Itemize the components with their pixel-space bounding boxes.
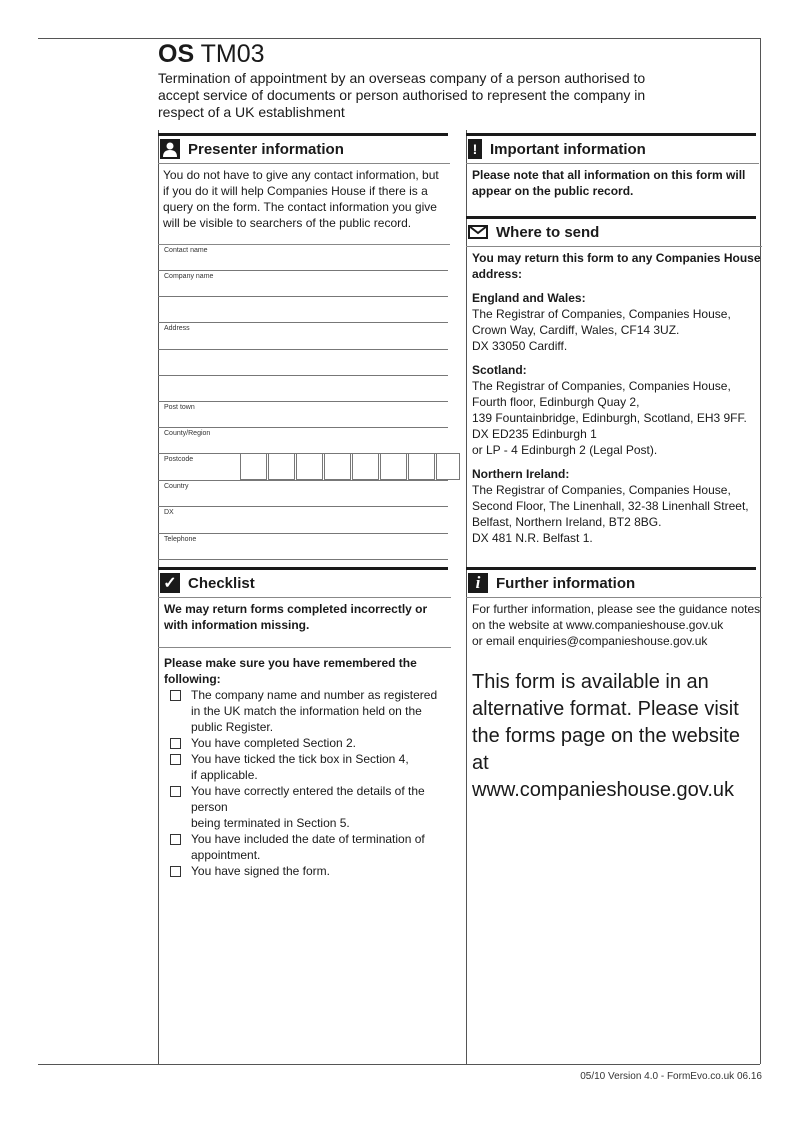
contact-name-label: Contact name xyxy=(164,247,208,254)
postcode-box[interactable] xyxy=(436,453,460,480)
checklist-item xyxy=(164,783,454,831)
presenter-heading-text: Presenter information xyxy=(188,140,344,158)
address-line: Fourth floor, Edinburgh Quay 2, xyxy=(472,395,640,409)
address-line: The Registrar of Companies, Companies House, xyxy=(472,307,731,321)
further-info-line: For further information, please see the guidance notes xyxy=(472,602,761,616)
scotland-heading: Scotland: xyxy=(472,363,527,377)
checklist-heading-text: Checklist xyxy=(188,574,255,592)
important-heading xyxy=(466,133,756,162)
post-town-label: Post town xyxy=(164,404,195,411)
england-wales-heading: England and Wales: xyxy=(472,291,586,305)
bottom-rule xyxy=(38,1064,760,1065)
postcode-box[interactable] xyxy=(296,453,323,480)
county-region-label: County/Region xyxy=(164,430,211,437)
exclamation-icon: ! xyxy=(468,139,482,159)
contact-name-field[interactable] xyxy=(158,245,448,271)
address-line: The Registrar of Companies, Companies House, xyxy=(472,483,731,497)
info-icon: i xyxy=(468,573,488,593)
further-info-body xyxy=(466,597,762,961)
dx-field[interactable] xyxy=(158,507,448,534)
checklist-item xyxy=(164,735,454,751)
address-line: DX 33050 Cardiff. xyxy=(472,339,568,353)
address-field-line3[interactable] xyxy=(158,376,448,402)
top-rule xyxy=(38,38,760,39)
address-field-line2[interactable] xyxy=(158,350,448,376)
checklist-body xyxy=(158,655,454,879)
northern-ireland-heading: Northern Ireland: xyxy=(472,467,570,481)
address-line: 139 Fountainbridge, Edinburgh, Scotland, EH3 9FF. xyxy=(472,411,747,425)
postcode-boxes[interactable] xyxy=(240,453,461,480)
postcode-box[interactable] xyxy=(240,453,267,480)
further-info-heading xyxy=(466,567,756,596)
form-header xyxy=(158,40,678,121)
checklist-item-line: if applicable. xyxy=(191,768,258,782)
checklist-item-line: in the UK match the information held on the xyxy=(191,704,422,718)
address-line: Belfast, Northern Ireland, BT2 8BG. xyxy=(472,515,662,529)
where-to-send-heading xyxy=(466,216,756,245)
country-field[interactable] xyxy=(158,481,448,507)
checkbox[interactable] xyxy=(170,866,181,877)
post-town-field[interactable] xyxy=(158,402,448,428)
address-line: DX 481 N.R. Belfast 1. xyxy=(472,531,593,545)
checklist-item xyxy=(164,751,454,783)
postcode-box[interactable] xyxy=(268,453,295,480)
checklist-item-line: You have signed the form. xyxy=(191,864,330,878)
form-number: TM03 xyxy=(200,40,265,68)
postcode-label: Postcode xyxy=(164,456,194,463)
telephone-label: Telephone xyxy=(164,536,197,543)
postcode-box[interactable] xyxy=(352,453,379,480)
checklist-item-line: You have correctly entered the details of the person xyxy=(191,784,425,814)
country-label: Country xyxy=(164,483,189,490)
telephone-field[interactable] xyxy=(158,534,448,560)
checkbox[interactable] xyxy=(170,738,181,749)
checkbox[interactable] xyxy=(170,754,181,765)
form-code xyxy=(158,40,678,68)
checklist-item-line: You have ticked the tick box in Section 4, xyxy=(191,752,409,766)
postcode-box[interactable] xyxy=(324,453,351,480)
checklist-warning: We may return forms completed incorrectly or with information missing. xyxy=(158,597,451,648)
checklist-item-line: You have included the date of termination of xyxy=(191,832,425,846)
address-line: DX ED235 Edinburgh 1 xyxy=(472,427,597,441)
address-line: The Registrar of Companies, Companies House, xyxy=(472,379,731,393)
envelope-icon xyxy=(468,222,488,242)
further-info-heading-text: Further information xyxy=(496,574,636,592)
important-text: Please note that all information on this form will appear on the public record. xyxy=(466,163,759,206)
further-info-line: on the website at www.companieshouse.gov.uk xyxy=(472,618,724,632)
form-title: Termination of appointment by an overseas company of a person authorised to accept service of documents or person authorised to represent the company in respect of a UK establishment xyxy=(158,70,646,120)
address-label: Address xyxy=(164,325,190,332)
county-region-field[interactable] xyxy=(158,428,448,454)
version-footer: 05/10 Version 4.0 - FormEvo.co.uk 06.16 xyxy=(580,1071,762,1082)
checkbox[interactable] xyxy=(170,786,181,797)
tick-icon: ✓ xyxy=(160,573,180,593)
checklist-intro: Please make sure you have remembered the following: xyxy=(164,656,417,686)
presenter-heading xyxy=(158,133,448,162)
checkbox[interactable] xyxy=(170,690,181,701)
checklist-item xyxy=(164,831,454,863)
checklist-item-line: appointment. xyxy=(191,848,261,862)
england-wales-address xyxy=(472,290,762,354)
dx-label: DX xyxy=(164,509,174,516)
postcode-box[interactable] xyxy=(408,453,435,480)
checklist-item xyxy=(164,687,454,735)
address-field[interactable] xyxy=(158,323,448,350)
scotland-address xyxy=(472,362,762,458)
where-to-send-heading-text: Where to send xyxy=(496,223,600,241)
address-line: Crown Way, Cardiff, Wales, CF14 3UZ. xyxy=(472,323,680,337)
address-line: Second Floor, The Linenhall, 32-38 Linenhall Street, xyxy=(472,499,749,513)
checklist-item-line: public Register. xyxy=(191,720,274,734)
company-name-label: Company name xyxy=(164,273,214,280)
further-info-line: or email enquiries@companieshouse.gov.uk xyxy=(472,634,708,648)
where-to-send-intro: You may return this form to any Companies House address: xyxy=(472,251,761,281)
checklist-item xyxy=(164,863,454,879)
checklist-item-line: The company name and number as registered xyxy=(191,688,438,702)
form-prefix: OS xyxy=(158,40,195,68)
postcode-box[interactable] xyxy=(380,453,407,480)
company-name-field-line2[interactable] xyxy=(158,297,448,323)
address-line: or LP - 4 Edinburgh 2 (Legal Post). xyxy=(472,443,658,457)
where-to-send-body xyxy=(466,246,762,555)
checklist-item-line: You have completed Section 2. xyxy=(191,736,357,750)
presenter-intro: You do not have to give any contact information, but if you do it will help Companies House if there is a query on the form. The contact information you give will be visible to searchers of the public record. xyxy=(158,163,450,245)
checkbox[interactable] xyxy=(170,834,181,845)
important-heading-text: Important information xyxy=(490,140,646,158)
company-name-field[interactable] xyxy=(158,271,448,297)
person-icon xyxy=(160,139,180,159)
checklist-item-line: being terminated in Section 5. xyxy=(191,816,350,830)
alternative-format-notice: This form is available in an alternative format. Please visit the forms page on the website at www.companieshouse.gov.uk xyxy=(472,671,740,801)
checklist-heading xyxy=(158,567,448,596)
northern-ireland-address xyxy=(472,466,762,546)
